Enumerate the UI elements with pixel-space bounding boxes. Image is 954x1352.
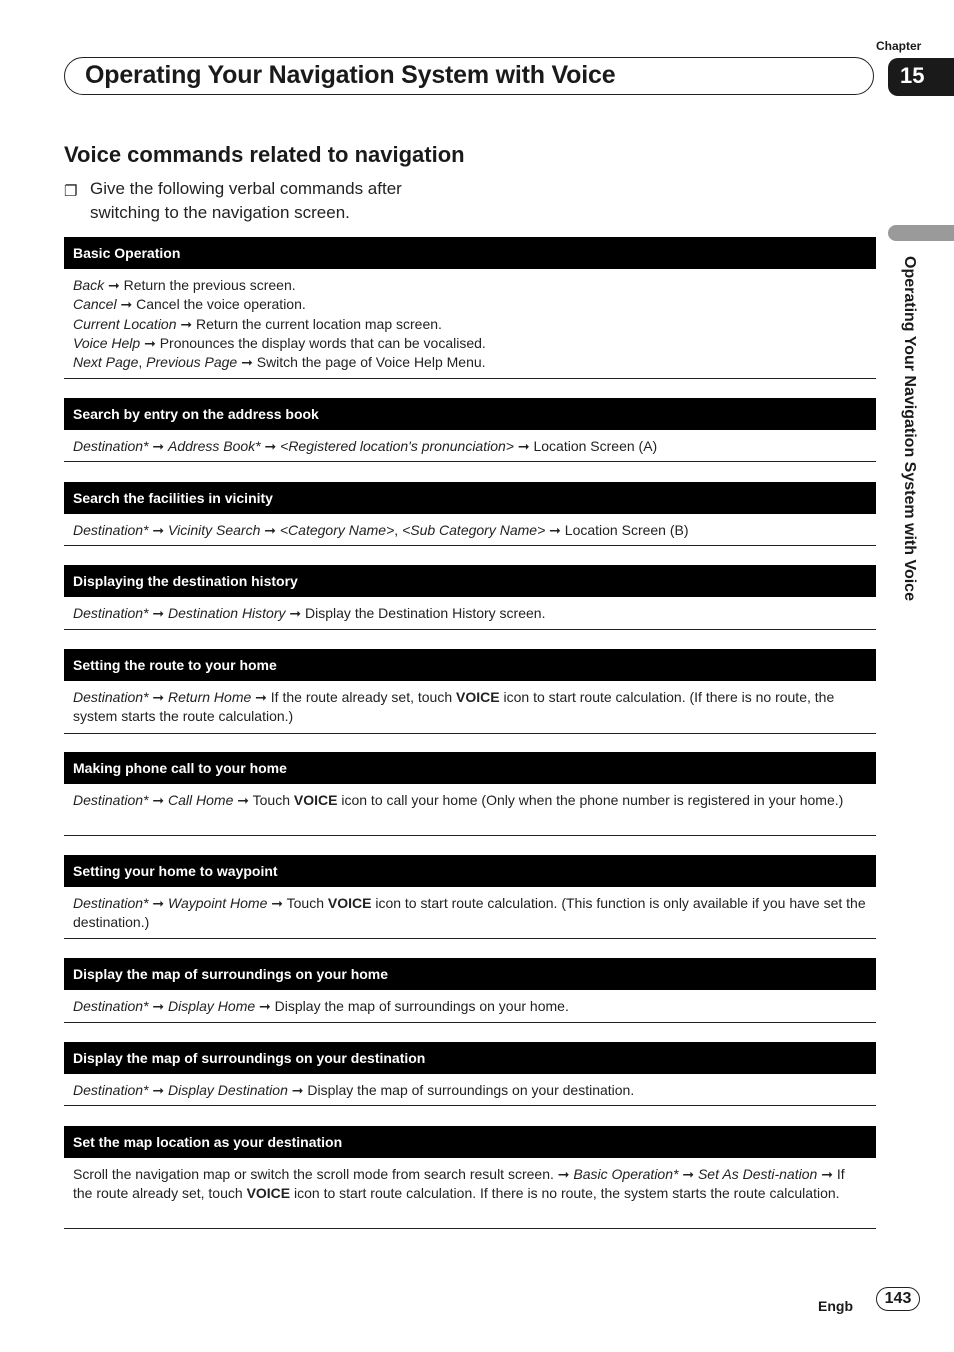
arrow-icon: ➞ — [152, 522, 165, 538]
arrow-icon: ➞ — [682, 1166, 695, 1182]
block-body — [64, 1074, 876, 1100]
block-body — [64, 784, 876, 810]
command-result: Display the map of surroundings on your destination. — [307, 1082, 635, 1098]
voice-command: Destination* — [73, 522, 149, 538]
command-block-display-destination — [64, 1042, 876, 1106]
page-number: 143 — [876, 1287, 920, 1311]
block-divider — [64, 461, 876, 462]
command-line — [73, 315, 867, 334]
block-divider — [64, 1105, 876, 1106]
arrow-icon: ➞ — [152, 792, 165, 808]
block-divider — [64, 545, 876, 546]
voice-command: Display Home — [168, 998, 256, 1014]
section-heading: Voice commands related to navigation — [64, 142, 465, 167]
arrow-icon: ➞ — [259, 998, 271, 1014]
command-block-map-location — [64, 1126, 876, 1229]
voice-command: Basic Operation* — [573, 1166, 679, 1182]
side-tab-marker — [888, 225, 954, 241]
block-body — [64, 990, 876, 1016]
block-divider — [64, 1228, 876, 1229]
arrow-icon: ➞ — [517, 438, 530, 454]
voice-command: Previous Page — [146, 354, 238, 371]
block-header: Search the facilities in vicinity — [64, 482, 876, 514]
voice-command: Set As Desti-nation — [697, 1166, 818, 1182]
command-result: Switch the page of Voice Help Menu. — [256, 354, 486, 371]
voice-command: Destination* — [73, 895, 149, 911]
block-body — [64, 269, 876, 372]
arrow-icon: ➞ — [291, 1082, 304, 1098]
command-text: Scroll the navigation map or switch the scroll mode from search result screen. — [73, 1166, 558, 1182]
command-result: icon to call your home (Only when the phone number is registered in your home.) — [337, 792, 844, 808]
voice-command: <Category Name> — [279, 522, 395, 538]
arrow-icon: ➞ — [152, 998, 165, 1014]
voice-command: Voice Help — [73, 334, 141, 351]
arrow-icon: ➞ — [152, 689, 165, 705]
command-result: If the route already set, touch — [270, 689, 457, 705]
arrow-icon: ➞ — [557, 1166, 570, 1182]
voice-command: Destination* — [73, 605, 149, 621]
command-block-address-book — [64, 398, 876, 462]
command-result: Return the current location map screen. — [196, 315, 442, 332]
command-result: Cancel the voice operation. — [136, 296, 306, 313]
command-result: Touch — [286, 895, 328, 911]
footer-language: Engb — [818, 1298, 853, 1314]
block-divider — [64, 938, 876, 939]
command-block-display-home — [64, 958, 876, 1023]
command-result: If the route already set, touch — [73, 1166, 845, 1202]
page-title: Operating Your Navigation System with Voice — [85, 61, 616, 89]
command-result: Location Screen (B) — [564, 522, 689, 538]
block-divider — [64, 629, 876, 630]
chapter-label: Chapter — [876, 39, 922, 53]
voice-command: Destination* — [73, 998, 149, 1014]
block-header: Basic Operation — [64, 237, 876, 269]
arrow-icon: ➞ — [264, 522, 276, 538]
arrow-icon: ➞ — [237, 792, 249, 808]
block-divider — [64, 733, 876, 734]
arrow-icon: ➞ — [289, 605, 302, 621]
voice-command: Cancel — [73, 296, 117, 313]
block-header: Display the map of surroundings on your destination — [64, 1042, 876, 1074]
arrow-icon: ➞ — [241, 354, 253, 371]
arrow-icon: ➞ — [821, 1166, 833, 1182]
intro-text: Give the following verbal commands after switching to the navigation screen. — [90, 179, 402, 222]
command-result: Display the map of surroundings on your home. — [274, 998, 569, 1014]
voice-command: Destination* — [73, 689, 149, 705]
block-body — [64, 1158, 876, 1204]
block-divider — [64, 1022, 876, 1023]
voice-command: Waypoint Home — [168, 895, 268, 911]
command-block-vicinity — [64, 482, 876, 546]
command-result: Location Screen (A) — [529, 438, 658, 454]
voice-command: Destination History — [168, 605, 286, 621]
voice-keyword: VOICE — [246, 1185, 291, 1202]
arrow-icon: ➞ — [152, 438, 165, 454]
block-body — [64, 681, 876, 727]
voice-command: Current Location — [73, 315, 177, 332]
separator: , — [138, 354, 147, 371]
command-line — [73, 276, 867, 295]
voice-command: Return Home — [168, 689, 252, 705]
block-header: Setting your home to waypoint — [64, 855, 876, 887]
voice-command: <Registered location's pronunciation> — [280, 438, 514, 454]
command-block-waypoint-home — [64, 855, 876, 939]
voice-command: Destination* — [73, 792, 149, 808]
voice-command: Destination* — [73, 1082, 149, 1098]
voice-command: Display Destination — [168, 1082, 288, 1098]
arrow-icon: ➞ — [180, 315, 193, 332]
command-line — [73, 295, 867, 314]
chapter-number: 15 — [888, 58, 954, 96]
voice-keyword: VOICE — [456, 689, 500, 705]
block-body — [64, 430, 876, 456]
block-header: Setting the route to your home — [64, 649, 876, 681]
block-body — [64, 514, 876, 540]
arrow-icon: ➞ — [549, 522, 561, 538]
arrow-icon: ➞ — [144, 334, 156, 351]
command-block-call-home — [64, 752, 876, 836]
command-block-basic-operation — [64, 237, 876, 379]
arrow-icon: ➞ — [264, 438, 277, 454]
arrow-icon: ➞ — [108, 277, 120, 293]
side-title: Operating Your Navigation System with Voice — [901, 256, 918, 601]
block-header: Display the map of surroundings on your home — [64, 958, 876, 990]
voice-command: Vicinity Search — [168, 522, 261, 538]
command-result: icon to start route calculation. If there is no route, the system starts the route calculation. — [290, 1185, 840, 1202]
arrow-icon: ➞ — [120, 296, 133, 313]
command-result: Display the Destination History screen. — [305, 605, 546, 621]
voice-command: Address Book* — [168, 438, 261, 454]
block-header: Search by entry on the address book — [64, 398, 876, 430]
block-header: Set the map location as your destination — [64, 1126, 876, 1158]
voice-command: Call Home — [168, 792, 234, 808]
voice-command: Next Page — [73, 354, 139, 371]
voice-keyword: VOICE — [293, 792, 338, 808]
voice-command: <Sub Category Name> — [402, 522, 546, 538]
command-result: Touch — [252, 792, 294, 808]
block-body — [64, 597, 876, 623]
checkbox-bullet-icon: ❐ — [64, 183, 78, 200]
command-line — [73, 334, 867, 353]
voice-command: Destination* — [73, 438, 149, 454]
separator: , — [394, 522, 403, 538]
command-result: Pronounces the display words that can be vocalised. — [159, 334, 486, 351]
block-header: Displaying the destination history — [64, 565, 876, 597]
command-result: icon to start route calculation. (This function is only available if you have set the destination.) — [73, 895, 866, 931]
block-divider — [64, 835, 876, 836]
intro-note — [64, 177, 454, 225]
voice-keyword: VOICE — [327, 895, 372, 911]
arrow-icon: ➞ — [271, 895, 283, 911]
arrow-icon: ➞ — [152, 605, 165, 621]
block-divider — [64, 378, 876, 379]
block-header: Making phone call to your home — [64, 752, 876, 784]
voice-command: Back — [73, 277, 105, 293]
arrow-icon: ➞ — [255, 689, 267, 705]
command-block-destination-history — [64, 565, 876, 630]
command-block-return-home — [64, 649, 876, 734]
arrow-icon: ➞ — [152, 1082, 165, 1098]
block-body — [64, 887, 876, 933]
command-result: icon to start route calculation. (If there is no route, the system starts the route calculation.) — [73, 689, 835, 725]
arrow-icon: ➞ — [152, 895, 165, 911]
title-box — [64, 57, 874, 95]
command-result: Return the previous screen. — [123, 277, 296, 293]
command-line — [73, 353, 867, 372]
